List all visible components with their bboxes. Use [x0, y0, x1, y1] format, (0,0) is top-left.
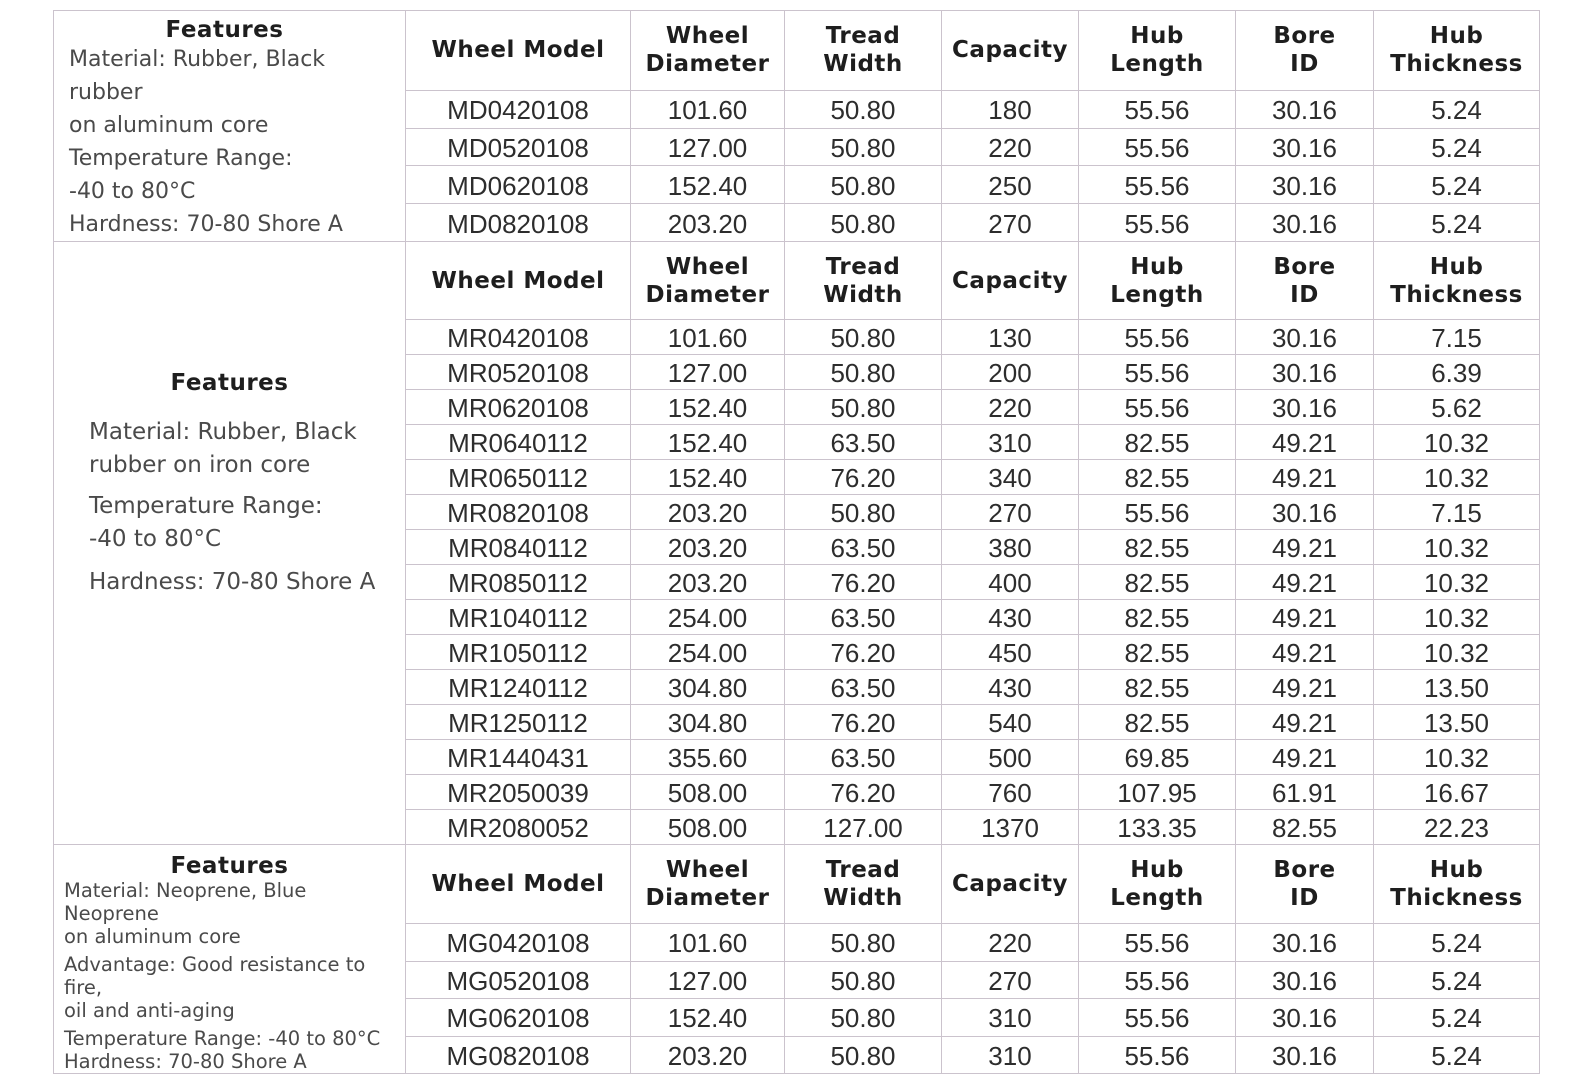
- cell-hub-length: 55.56: [1079, 204, 1236, 242]
- header-hub-length-line: Hub: [1130, 23, 1184, 50]
- cell-wheel-model: MR2080052: [406, 810, 631, 845]
- cell-hub-thickness: 5.24: [1374, 128, 1540, 166]
- cell-hub-length: 82.55: [1079, 635, 1236, 670]
- cell-hub-thickness: 5.24: [1374, 166, 1540, 204]
- cell-tread-width: 63.50: [785, 530, 942, 565]
- cell-wheel-diameter: 508.00: [631, 775, 785, 810]
- cell-hub-length: 69.85: [1079, 740, 1236, 775]
- header-hub-length-line: Length: [1110, 51, 1204, 78]
- cell-hub-length: 55.56: [1079, 320, 1236, 355]
- features-line: Hardness: 70-80 Shore A: [89, 569, 376, 595]
- features-line: Temperature Range: -40 to 80°C: [64, 1027, 381, 1050]
- group-header-row: [54, 11, 1540, 91]
- features-line: Material: Rubber, Black rubber: [69, 47, 326, 105]
- cell-capacity: 200: [942, 355, 1079, 390]
- cell-hub-thickness: 5.24: [1374, 999, 1540, 1036]
- cell-capacity: 500: [942, 740, 1079, 775]
- cell-wheel-model: MD0420108: [406, 90, 631, 128]
- cell-tread-width: 50.80: [785, 90, 942, 128]
- header-hub-thickness: [1374, 242, 1540, 320]
- header-hub-length-line: Length: [1110, 281, 1204, 308]
- cell-wheel-diameter: 203.20: [631, 1036, 785, 1073]
- header-bore-id-line: Bore: [1273, 23, 1336, 50]
- cell-hub-length: 82.55: [1079, 530, 1236, 565]
- cell-wheel-model: MR1040112: [406, 600, 631, 635]
- header-hub-length-line: Hub: [1130, 253, 1184, 280]
- cell-wheel-diameter: 304.80: [631, 705, 785, 740]
- header-wheel-model: Wheel Model: [406, 845, 631, 924]
- cell-hub-length: 82.55: [1079, 565, 1236, 600]
- cell-hub-length: 55.56: [1079, 961, 1236, 998]
- features-line: Temperature Range:: [69, 146, 293, 171]
- cell-wheel-model: MR0650112: [406, 460, 631, 495]
- cell-wheel-diameter: 152.40: [631, 166, 785, 204]
- header-tread-width-line: Width: [823, 51, 903, 78]
- cell-wheel-model: MR0840112: [406, 530, 631, 565]
- cell-hub-length: 82.55: [1079, 460, 1236, 495]
- header-capacity: Capacity: [942, 242, 1079, 320]
- cell-wheel-diameter: 203.20: [631, 204, 785, 242]
- header-bore-id: [1236, 845, 1374, 924]
- cell-capacity: 310: [942, 425, 1079, 460]
- header-hub-thickness-line: Thickness: [1390, 281, 1523, 308]
- cell-tread-width: 50.80: [785, 1036, 942, 1073]
- cell-wheel-model: MD0820108: [406, 204, 631, 242]
- cell-tread-width: 76.20: [785, 565, 942, 600]
- cell-hub-thickness: 7.15: [1374, 495, 1540, 530]
- cell-tread-width: 76.20: [785, 460, 942, 495]
- cell-capacity: 340: [942, 460, 1079, 495]
- cell-hub-thickness: 22.23: [1374, 810, 1540, 845]
- features-line: oil and anti-aging: [64, 999, 235, 1022]
- cell-tread-width: 50.80: [785, 204, 942, 242]
- cell-wheel-model: MR0520108: [406, 355, 631, 390]
- header-wheel-diameter: [631, 845, 785, 924]
- header-bore-id-line: Bore: [1273, 857, 1336, 884]
- cell-hub-length: 55.56: [1079, 355, 1236, 390]
- features-line: Material: Neoprene, Blue Neoprene: [64, 879, 307, 925]
- cell-bore-id: 49.21: [1236, 740, 1374, 775]
- cell-hub-thickness: 5.24: [1374, 1036, 1540, 1073]
- cell-tread-width: 63.50: [785, 600, 942, 635]
- cell-capacity: 760: [942, 775, 1079, 810]
- header-wheel-diameter-line: Diameter: [645, 281, 770, 308]
- cell-hub-length: 55.56: [1079, 166, 1236, 204]
- header-tread-width-line: Tread: [825, 23, 901, 50]
- header-tread-width-line: Width: [823, 281, 903, 308]
- cell-capacity: 270: [942, 204, 1079, 242]
- header-tread-width: [785, 11, 942, 91]
- features-line: Advantage: Good resistance to fire,: [64, 953, 366, 999]
- cell-capacity: 430: [942, 670, 1079, 705]
- features-cell: [54, 11, 406, 242]
- cell-wheel-diameter: 304.80: [631, 670, 785, 705]
- cell-wheel-diameter: 254.00: [631, 635, 785, 670]
- cell-bore-id: 30.16: [1236, 128, 1374, 166]
- cell-capacity: 310: [942, 1036, 1079, 1073]
- cell-bore-id: 30.16: [1236, 961, 1374, 998]
- cell-hub-length: 55.56: [1079, 390, 1236, 425]
- cell-hub-thickness: 5.24: [1374, 924, 1540, 961]
- cell-tread-width: 50.80: [785, 320, 942, 355]
- cell-tread-width: 127.00: [785, 810, 942, 845]
- cell-bore-id: 61.91: [1236, 775, 1374, 810]
- cell-tread-width: 76.20: [785, 635, 942, 670]
- cell-hub-length: 82.55: [1079, 425, 1236, 460]
- cell-wheel-diameter: 152.40: [631, 999, 785, 1036]
- header-bore-id-line: ID: [1290, 51, 1319, 78]
- header-tread-width: [785, 845, 942, 924]
- cell-hub-thickness: 7.15: [1374, 320, 1540, 355]
- features-line: -40 to 80°C: [69, 179, 196, 204]
- cell-tread-width: 76.20: [785, 705, 942, 740]
- cell-tread-width: 76.20: [785, 775, 942, 810]
- cell-bore-id: 49.21: [1236, 705, 1374, 740]
- cell-bore-id: 30.16: [1236, 390, 1374, 425]
- cell-bore-id: 49.21: [1236, 460, 1374, 495]
- cell-tread-width: 63.50: [785, 740, 942, 775]
- cell-wheel-diameter: 152.40: [631, 425, 785, 460]
- cell-hub-length: 107.95: [1079, 775, 1236, 810]
- header-wheel-model: Wheel Model: [406, 11, 631, 91]
- cell-capacity: 270: [942, 495, 1079, 530]
- cell-tread-width: 50.80: [785, 166, 942, 204]
- cell-wheel-diameter: 152.40: [631, 460, 785, 495]
- header-wheel-model: Wheel Model: [406, 242, 631, 320]
- cell-hub-thickness: 5.24: [1374, 961, 1540, 998]
- cell-wheel-diameter: 203.20: [631, 565, 785, 600]
- cell-hub-length: 55.56: [1079, 924, 1236, 961]
- cell-bore-id: 49.21: [1236, 565, 1374, 600]
- cell-bore-id: 30.16: [1236, 1036, 1374, 1073]
- cell-hub-thickness: 13.50: [1374, 670, 1540, 705]
- header-hub-length: [1079, 845, 1236, 924]
- header-hub-length-line: Length: [1110, 885, 1204, 912]
- features-cell: [54, 845, 406, 1074]
- header-capacity: Capacity: [942, 11, 1079, 91]
- cell-capacity: 220: [942, 924, 1079, 961]
- features-cell: [54, 242, 406, 845]
- cell-wheel-diameter: 101.60: [631, 924, 785, 961]
- cell-hub-length: 82.55: [1079, 670, 1236, 705]
- cell-tread-width: 50.80: [785, 355, 942, 390]
- cell-tread-width: 50.80: [785, 128, 942, 166]
- cell-bore-id: 49.21: [1236, 635, 1374, 670]
- header-hub-thickness-line: Thickness: [1390, 885, 1523, 912]
- header-capacity: Capacity: [942, 845, 1079, 924]
- features-line: rubber on iron core: [89, 452, 311, 478]
- cell-bore-id: 30.16: [1236, 320, 1374, 355]
- cell-wheel-model: MR0850112: [406, 565, 631, 600]
- cell-hub-length: 55.56: [1079, 128, 1236, 166]
- cell-bore-id: 49.21: [1236, 530, 1374, 565]
- cell-hub-thickness: 5.24: [1374, 90, 1540, 128]
- cell-wheel-model: MG0820108: [406, 1036, 631, 1073]
- cell-capacity: 180: [942, 90, 1079, 128]
- cell-wheel-model: MD0520108: [406, 128, 631, 166]
- cell-tread-width: 50.80: [785, 390, 942, 425]
- cell-wheel-model: MG0520108: [406, 961, 631, 998]
- features-line: on aluminum core: [69, 113, 269, 138]
- header-hub-length: [1079, 11, 1236, 91]
- header-wheel-diameter: [631, 242, 785, 320]
- features-line: Hardness: 70-80 Shore A: [69, 212, 343, 237]
- cell-hub-thickness: 16.67: [1374, 775, 1540, 810]
- features-line: Hardness: 70-80 Shore A: [64, 1050, 307, 1073]
- cell-capacity: 540: [942, 705, 1079, 740]
- cell-hub-thickness: 10.32: [1374, 425, 1540, 460]
- cell-capacity: 310: [942, 999, 1079, 1036]
- cell-capacity: 270: [942, 961, 1079, 998]
- cell-hub-length: 133.35: [1079, 810, 1236, 845]
- cell-capacity: 250: [942, 166, 1079, 204]
- cell-hub-thickness: 10.32: [1374, 530, 1540, 565]
- cell-capacity: 430: [942, 600, 1079, 635]
- cell-hub-thickness: 10.32: [1374, 635, 1540, 670]
- cell-capacity: 1370: [942, 810, 1079, 845]
- cell-wheel-diameter: 203.20: [631, 530, 785, 565]
- cell-bore-id: 30.16: [1236, 204, 1374, 242]
- cell-capacity: 220: [942, 390, 1079, 425]
- cell-hub-thickness: 5.62: [1374, 390, 1540, 425]
- header-wheel-diameter-line: Diameter: [645, 51, 770, 78]
- features-line: Temperature Range:: [89, 493, 323, 519]
- cell-hub-thickness: 10.32: [1374, 565, 1540, 600]
- cell-hub-thickness: 10.32: [1374, 740, 1540, 775]
- cell-wheel-model: MD0620108: [406, 166, 631, 204]
- header-bore-id: [1236, 242, 1374, 320]
- cell-hub-thickness: 6.39: [1374, 355, 1540, 390]
- header-wheel-diameter: [631, 11, 785, 91]
- header-hub-thickness-line: Thickness: [1390, 51, 1523, 78]
- cell-wheel-diameter: 101.60: [631, 90, 785, 128]
- features-title: Features: [165, 17, 284, 43]
- cell-hub-length: 55.56: [1079, 1036, 1236, 1073]
- header-hub-length: [1079, 242, 1236, 320]
- cell-wheel-model: MR1440431: [406, 740, 631, 775]
- cell-wheel-model: MR2050039: [406, 775, 631, 810]
- header-hub-thickness: [1374, 11, 1540, 91]
- header-bore-id: [1236, 11, 1374, 91]
- cell-wheel-diameter: 152.40: [631, 390, 785, 425]
- cell-hub-thickness: 10.32: [1374, 460, 1540, 495]
- cell-tread-width: 50.80: [785, 999, 942, 1036]
- header-bore-id-line: ID: [1290, 885, 1319, 912]
- header-hub-thickness-line: Hub: [1429, 23, 1484, 50]
- cell-tread-width: 50.80: [785, 495, 942, 530]
- features-title: Features: [170, 853, 289, 879]
- cell-wheel-diameter: 203.20: [631, 495, 785, 530]
- cell-bore-id: 30.16: [1236, 495, 1374, 530]
- cell-tread-width: 63.50: [785, 670, 942, 705]
- cell-wheel-model: MR0620108: [406, 390, 631, 425]
- cell-wheel-diameter: 508.00: [631, 810, 785, 845]
- group-header-row: [54, 845, 1540, 924]
- cell-capacity: 130: [942, 320, 1079, 355]
- cell-bore-id: 49.21: [1236, 600, 1374, 635]
- cell-tread-width: 50.80: [785, 924, 942, 961]
- cell-bore-id: 82.55: [1236, 810, 1374, 845]
- cell-capacity: 400: [942, 565, 1079, 600]
- cell-wheel-diameter: 101.60: [631, 320, 785, 355]
- cell-wheel-diameter: 127.00: [631, 961, 785, 998]
- cell-wheel-model: MR0420108: [406, 320, 631, 355]
- cell-bore-id: 49.21: [1236, 425, 1374, 460]
- header-bore-id-line: Bore: [1273, 253, 1336, 280]
- cell-hub-length: 82.55: [1079, 705, 1236, 740]
- wheel-spec-table: [53, 10, 1540, 1074]
- cell-wheel-model: MG0420108: [406, 924, 631, 961]
- features-title: Features: [170, 370, 289, 396]
- cell-hub-length: 55.56: [1079, 90, 1236, 128]
- header-hub-length-line: Hub: [1130, 857, 1184, 884]
- cell-wheel-model: MR1050112: [406, 635, 631, 670]
- cell-wheel-model: MG0620108: [406, 999, 631, 1036]
- header-tread-width-line: Width: [823, 885, 903, 912]
- cell-wheel-diameter: 254.00: [631, 600, 785, 635]
- cell-wheel-model: MR1240112: [406, 670, 631, 705]
- cell-wheel-model: MR0820108: [406, 495, 631, 530]
- header-tread-width-line: Tread: [825, 857, 901, 884]
- cell-wheel-diameter: 127.00: [631, 355, 785, 390]
- header-tread-width: [785, 242, 942, 320]
- cell-hub-thickness: 5.24: [1374, 204, 1540, 242]
- cell-hub-length: 55.56: [1079, 495, 1236, 530]
- cell-hub-thickness: 10.32: [1374, 600, 1540, 635]
- features-line: -40 to 80°C: [89, 526, 222, 552]
- cell-hub-thickness: 13.50: [1374, 705, 1540, 740]
- header-tread-width-line: Tread: [825, 253, 901, 280]
- header-wheel-diameter-line: Wheel: [665, 23, 750, 50]
- header-wheel-diameter-line: Diameter: [645, 885, 770, 912]
- cell-bore-id: 30.16: [1236, 924, 1374, 961]
- features-line: Material: Rubber, Black: [89, 419, 357, 445]
- cell-bore-id: 30.16: [1236, 999, 1374, 1036]
- cell-wheel-diameter: 127.00: [631, 128, 785, 166]
- cell-tread-width: 50.80: [785, 961, 942, 998]
- header-hub-thickness: [1374, 845, 1540, 924]
- header-hub-thickness-line: Hub: [1429, 253, 1484, 280]
- cell-hub-length: 82.55: [1079, 600, 1236, 635]
- header-wheel-diameter-line: Wheel: [665, 253, 750, 280]
- cell-bore-id: 49.21: [1236, 670, 1374, 705]
- header-hub-thickness-line: Hub: [1429, 857, 1484, 884]
- cell-capacity: 380: [942, 530, 1079, 565]
- cell-bore-id: 30.16: [1236, 90, 1374, 128]
- cell-capacity: 450: [942, 635, 1079, 670]
- cell-bore-id: 30.16: [1236, 166, 1374, 204]
- cell-hub-length: 55.56: [1079, 999, 1236, 1036]
- cell-bore-id: 30.16: [1236, 355, 1374, 390]
- header-bore-id-line: ID: [1290, 281, 1319, 308]
- header-wheel-diameter-line: Wheel: [665, 857, 750, 884]
- cell-wheel-diameter: 355.60: [631, 740, 785, 775]
- features-line: on aluminum core: [64, 925, 241, 948]
- cell-wheel-model: MR0640112: [406, 425, 631, 460]
- cell-tread-width: 63.50: [785, 425, 942, 460]
- group-header-row: [54, 242, 1540, 320]
- cell-wheel-model: MR1250112: [406, 705, 631, 740]
- cell-capacity: 220: [942, 128, 1079, 166]
